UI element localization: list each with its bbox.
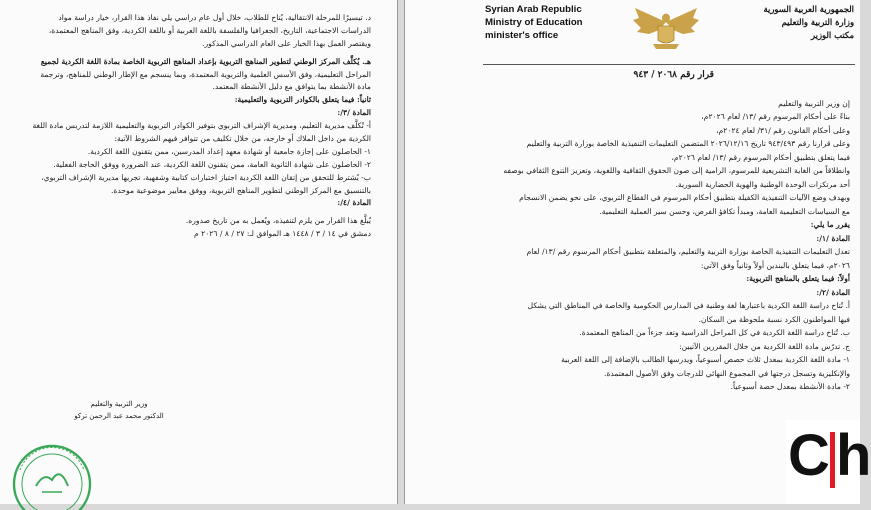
watermark-letter-h: h (836, 423, 871, 488)
header-ar-line-2: وزارة التربية والتعليم (781, 17, 854, 27)
signature-name: الدكتور محمد عبد الرحمن تركو (74, 412, 164, 420)
right-line-1: إن وزير التربية والتعليم (778, 99, 850, 108)
left-line-4: هـ. يُكلَّف المركز الوطني لتطوير المناهج التربوية بإعداد المناهج التربوية الخاصة بمادة اللغة الكردية لجميع (40, 56, 371, 66)
right-line-14: أولاً: فيما يتعلق بالمناهج التربوية: (746, 274, 850, 284)
right-line-9: مع السياسات التعليمية العامة، ومبدأ تكافؤ الفرص، وحسن سير العملية التعليمية. (599, 206, 850, 216)
left-line-11: ١- الحاصلون على إجازة جامعية أو شهادة معهد إعداد المدرسين، ممن يتقنون اللغة الكردية. (87, 146, 371, 156)
right-line-19: ج. تدرّس مادة اللغة الكردية من خلال المقررين الآتيين: (679, 341, 850, 351)
left-line-10: الكردية من داخل الملاك أو خارجه، من خلال تكليف من تتوافر فيهم الشروط الآتية: (114, 134, 371, 144)
right-line-18: ب. تُتاح دراسة اللغة الكردية في كل المراحل الدراسية وتعد جزءاً من المناهج المعتمدة. (579, 328, 850, 338)
right-line-17: فيها المواطنون الكرد نسبة ملحوظة من السكان. (698, 314, 850, 324)
ministry-stamp-icon (6, 434, 98, 510)
signature-title: وزير التربية والتعليم (90, 400, 148, 408)
left-line-13: ب- يُشترط للتحقق من إتقان اللغة الكردية اجتياز اختبارات كتابية وشفهية، تجريها مديرية الإشراف التربوي، (41, 172, 371, 182)
left-line-12: ٢- الحاصلون على شهادة الثانوية العامة، ممن يتقنون اللغة الكردية، عند الضرورة ووفق الحاجة الفعلية. (53, 159, 371, 169)
left-line-9: أ- تُكلَّف مديرية التعليم، ومديرية الإشراف التربوي بتوفير الكوادر التربوية والتعليمية اللازمة لتدريس مادة اللغة (32, 121, 371, 131)
left-line-6: مادة الأنشطة بما يتوافق مع دليل الأنشطة المعتمد. (212, 82, 371, 92)
syrian-eagle-emblem-icon (629, 0, 703, 54)
letterhead-divider (483, 64, 855, 65)
right-line-6: وانطلاقاً من الغاية التشريعية للمرسوم، الرامية إلى صون الحقوق الثقافية واللغوية، وتعزيز التنوع الثقافي بوصفه (503, 166, 850, 176)
header-en-line-2: Ministry of Education (485, 17, 583, 28)
right-line-2: بناءً على أحكام المرسوم رقم /١٣/ لعام ٢٠٢٦م، (701, 112, 850, 122)
right-line-12: تعدل التعليمات التنفيذية الخاصة بوزارة التربية والتعليم، والمتعلقة بتطبيق أحكام المرسوم رقم /١٣/ لعام (526, 247, 850, 257)
watermark-red-bar (830, 432, 835, 488)
right-line-20: ١- مادة اللغة الكردية بمعدل ثلاث حصص أسبوعياً، ويدرسها الطالب بالإضافة إلى اللغة العربية (561, 355, 850, 365)
left-document-page (0, 0, 398, 504)
left-line-16: يُبلَّغ هذا القرار من يلزم لتنفيذه، ويُعمل به من تاريخ صدوره. (185, 216, 371, 226)
channel-watermark-logo (786, 420, 871, 504)
left-line-1: د. تيسيرًا للمرحلة الانتقالية، يُتاح للطلاب، خلال أول عام دراسي يلي نفاذ هذا القرار، خيار دراسة مواد (58, 13, 371, 22)
letterhead-english (485, 3, 583, 42)
left-line-2: الدراسات الاجتماعية، التاريخ، الجغرافيا والفلسفة باللغة العربية أو باللغة الكردية، وفق المناهج المعتمدة، (48, 25, 371, 35)
right-line-10: يقرر ما يلي: (810, 220, 850, 230)
left-line-7: ثانياً: فيما يتعلق بالكوادر التربوية والتعليمية: (234, 95, 371, 105)
right-line-3: وعلى أحكام القانون رقم /٣١/ لعام ٢٠٢٤م، (716, 125, 850, 135)
decision-number: قرار رقم ٢٠٦٨ / ٩٤٣ (633, 70, 714, 80)
right-line-7: أحد مرتكزات الوحدة الوطنية والهوية الحضارية السورية. (675, 179, 850, 189)
right-line-21: والإنكليزية وتسجل درجتها في المجموع النهائي للدرجات وفق الأصول المعتمدة. (604, 368, 850, 378)
left-line-8: المادة /٣/: (337, 108, 371, 118)
left-line-5: المراحل التعليمية، وفق الأسس العلمية والتربوية المعتمدة، وبما ينسجم مع الإطار الوطني للمناهج، وترجمة (40, 69, 371, 79)
letterhead-arabic (764, 3, 854, 42)
right-line-22: ٢- مادة الأنشطة بمعدل حصة أسبوعياً. (730, 382, 850, 392)
left-line-14: بالتنسيق مع المركز الوطني لتطوير المناهج التربوية، ووفق معايير موضوعية موحدة. (110, 185, 371, 195)
left-line-17: دمشق في ١٤ / ٣ / ١٤٤٨ هـ الموافق لـ: ٢٧ / ٨ / ٢٠٢٦ م (193, 229, 371, 239)
right-page-body (474, 98, 850, 395)
header-ar-line-1: الجمهورية العربية السورية (763, 4, 854, 14)
right-line-16: أ. تُتاح دراسة اللغة الكردية باعتبارها لغة وطنية في المدارس الحكومية والخاصة في المناطق التي يشكل (527, 301, 850, 311)
right-line-11: المادة /١/: (816, 233, 850, 243)
header-en-line-3: minister's office (485, 30, 559, 41)
right-line-5: فيما يتعلق بتطبيق أحكام المرسوم رقم /١٣/ لعام ٢٠٢٦م، (671, 152, 850, 162)
left-page-body (15, 12, 371, 241)
right-line-13: ٢٠٢٦م، فيما يتعلق بالبندين أولاً وثانياً وفق الآتي: (700, 260, 850, 270)
watermark-letter-c: C (788, 423, 830, 488)
right-line-4: وعلى قرارنا رقم ٩٤٣/٤٩٣ تاريخ ٢٠٢٦/١٢/١٦ المتضمن التعليمات التنفيذية الخاصة بوزارة التربية والتعليم (526, 139, 850, 149)
right-line-15: المادة /٢/: (816, 287, 850, 297)
signature-block (44, 398, 194, 422)
left-line-15: المادة /٤/: (337, 198, 371, 208)
right-line-8: وبهدف وضع الآليات التنفيذية الكفيلة بتطبيق أحكام المرسوم في القطاع التربوي، على نحو يضمن الانسجام (519, 193, 850, 203)
header-en-line-1: Syrian Arab Republic (485, 4, 582, 15)
left-line-3: ويقتصر العمل بهذا الخيار على العام الدراسي المذكور. (202, 38, 371, 48)
header-ar-line-3: مكتب الوزير (811, 30, 854, 40)
